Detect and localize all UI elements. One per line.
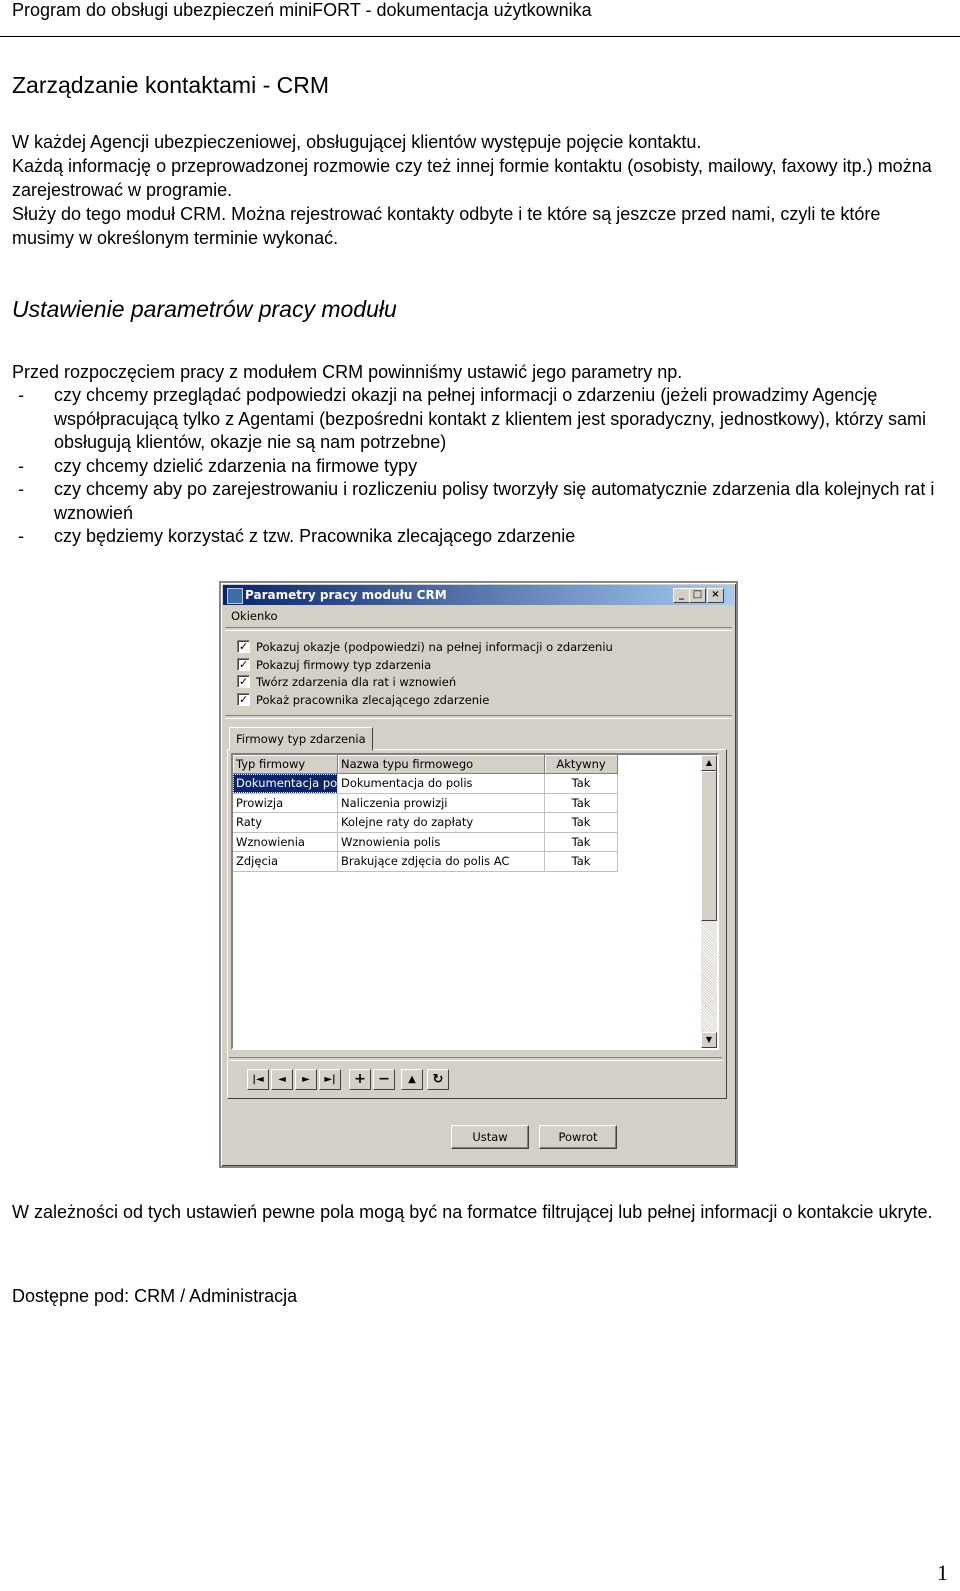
option-show-employee[interactable]: [237, 692, 613, 710]
table-row[interactable]: [233, 774, 618, 794]
checkbox-checked-icon[interactable]: [237, 693, 250, 706]
scroll-down-icon[interactable]: ▼: [701, 1032, 717, 1048]
column-header-typ[interactable]: Typ firmowy: [233, 755, 338, 774]
cell-nazwa[interactable]: Kolejne raty do zapłaty: [338, 813, 545, 833]
prior-icon[interactable]: ◄: [271, 1069, 293, 1090]
document-title: Program do obsługi ubezpieczeń miniFORT - dokumentacja użytkownika: [12, 0, 592, 20]
first-icon[interactable]: |◄: [247, 1069, 269, 1090]
crm-settings-dialog: [219, 581, 738, 1168]
page-number: 1: [937, 1560, 948, 1585]
cell-typ[interactable]: Zdjęcia: [233, 852, 338, 872]
dialog-title: Parametry pracy modułu CRM: [245, 588, 447, 602]
page-header: [0, 0, 960, 37]
parameter-list: [12, 384, 942, 549]
app-icon: [227, 588, 243, 604]
checkbox-checked-icon[interactable]: [237, 640, 250, 653]
cell-aktywny[interactable]: Tak: [545, 774, 618, 794]
divider: [225, 627, 732, 631]
dialog-titlebar[interactable]: [223, 585, 734, 605]
note-text: W zależności od tych ustawień pewne pola mogą być na formatce filtrującej lub pełnej informacji o kontakcie ukryte.: [12, 1202, 933, 1222]
column-header-aktywny[interactable]: Aktywny: [545, 755, 618, 774]
intro-text: [12, 130, 942, 250]
cell-typ[interactable]: Raty: [233, 813, 338, 833]
cell-nazwa[interactable]: Naliczenia prowizji: [338, 793, 545, 813]
next-icon[interactable]: ►: [295, 1069, 317, 1090]
option-show-company-type[interactable]: [237, 657, 613, 675]
cell-typ[interactable]: Prowizja: [233, 793, 338, 813]
intro-line: Służy do tego moduł CRM. Można rejestrować kontakty odbyte i te które są jeszcze przed nami, czyli te które musimy w określonym terminie wykonać.: [12, 204, 881, 248]
delete-icon[interactable]: −: [373, 1069, 395, 1090]
dash-marker: -: [18, 455, 24, 476]
table-row[interactable]: [233, 793, 618, 813]
location-text: Dostępne pod: CRM / Administracja: [12, 1286, 298, 1306]
divider: [229, 1057, 722, 1061]
list-item-text: czy chcemy aby po zarejestrowaniu i rozliczeniu polisy tworzyły się automatycznie zdarzenia dla kolejnych rat i wznowień: [54, 479, 935, 523]
checkbox-checked-icon[interactable]: [237, 658, 250, 671]
checkbox-checked-icon[interactable]: [237, 675, 250, 688]
vertical-scrollbar[interactable]: [701, 755, 717, 1048]
last-icon[interactable]: ►|: [319, 1069, 341, 1090]
options-group: [237, 639, 613, 709]
option-label: Pokazuj okazje (podpowiedzi) na pełnej informacji o zdarzeniu: [256, 640, 613, 654]
refresh-icon[interactable]: ↻: [427, 1069, 449, 1090]
maximize-icon[interactable]: □: [689, 588, 706, 603]
list-item-text: czy chcemy dzielić zdarzenia na firmowe typy: [54, 455, 418, 476]
table-row[interactable]: [233, 852, 618, 872]
grid-table: [233, 755, 618, 872]
cell-typ[interactable]: Dokumentacja polis: [233, 774, 338, 794]
tab-firmowy-typ[interactable]: Firmowy typ zdarzenia: [229, 727, 373, 751]
table-row[interactable]: [233, 832, 618, 852]
option-create-events[interactable]: [237, 674, 613, 692]
intro-line: W każdej Agencji ubezpieczeniowej, obsługującej klientów występuje pojęcie kontaktu.: [12, 132, 702, 152]
cell-aktywny[interactable]: Tak: [545, 793, 618, 813]
section-heading: Zarządzanie kontaktami - CRM: [12, 72, 329, 98]
table-row[interactable]: [233, 813, 618, 833]
cell-aktywny[interactable]: Tak: [545, 852, 618, 872]
insert-icon[interactable]: +: [349, 1069, 371, 1090]
list-item: [12, 525, 942, 549]
cell-aktywny[interactable]: Tak: [545, 813, 618, 833]
list-item: [12, 455, 942, 479]
ustaw-button[interactable]: Ustaw: [451, 1125, 529, 1149]
option-show-opportunities[interactable]: [237, 639, 613, 657]
menu-okienko[interactable]: Okienko: [231, 609, 278, 623]
option-label: Pokazuj firmowy typ zdarzenia: [256, 657, 432, 672]
list-item-text: czy będziemy korzystać z tzw. Pracownika zlecającego zdarzenie: [54, 526, 576, 546]
list-item-text: czy chcemy przeglądać podpowiedzi okazji na pełnej informacji o zdarzeniu (jeżeli prowadzimy Agencję współpracującą tylko z Agentami (bezpośredni kontakt z klientem jest sporadyczny, jednostkowy), którzy sami obsługują klientów, okazje nie są nam potrzebne): [54, 385, 927, 452]
option-label: Twórz zdarzenia dla rat i wznowień: [256, 675, 457, 689]
cell-typ[interactable]: Wznowienia: [233, 832, 338, 852]
close-icon[interactable]: ×: [707, 588, 724, 603]
cell-nazwa[interactable]: Dokumentacja do polis: [338, 774, 545, 794]
intro-line: Każdą informację o przeprowadzonej rozmowie czy też innej formie kontaktu (osobisty, mailowy, faxowy itp.) można zarejestrować w programie.: [12, 156, 932, 200]
scroll-thumb[interactable]: [701, 771, 717, 921]
column-header-nazwa[interactable]: Nazwa typu firmowego: [338, 755, 545, 774]
scroll-up-icon[interactable]: ▲: [701, 755, 717, 771]
cell-nazwa[interactable]: Wznowienia polis: [338, 832, 545, 852]
minimize-icon[interactable]: _: [673, 588, 690, 603]
cell-nazwa[interactable]: Brakujące zdjęcia do polis AC: [338, 852, 545, 872]
post-icon[interactable]: ▲: [401, 1069, 423, 1090]
dash-marker: -: [18, 479, 24, 499]
divider: [225, 715, 732, 719]
powrot-button[interactable]: Powrot: [539, 1125, 617, 1149]
menu-bar: [229, 607, 280, 625]
event-types-grid: [231, 753, 719, 1050]
subsection-heading: Ustawienie parametrów pracy modułu: [12, 296, 397, 322]
cell-aktywny[interactable]: Tak: [545, 832, 618, 852]
list-item: [12, 384, 942, 455]
option-label: Pokaż pracownika zlecającego zdarzenie: [256, 692, 490, 707]
list-item: [12, 478, 942, 525]
lead-text: Przed rozpoczęciem pracy z modułem CRM powinniśmy ustawić jego parametry np.: [12, 362, 683, 382]
dash-marker: -: [18, 385, 24, 405]
dash-marker: -: [18, 526, 24, 546]
